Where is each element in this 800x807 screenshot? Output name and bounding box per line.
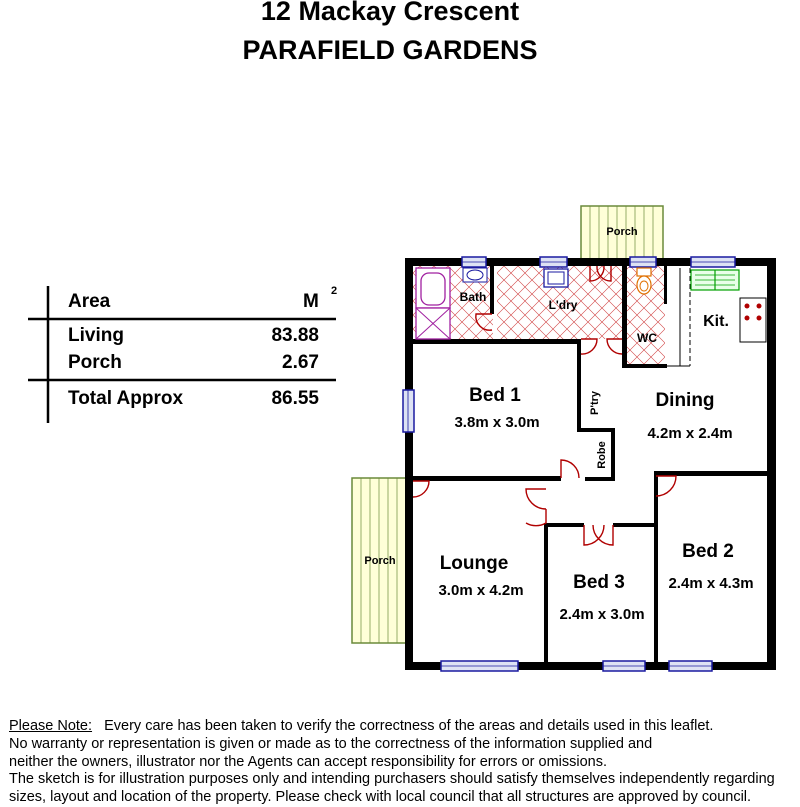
basin-icon: [463, 268, 487, 282]
note-line-3: neither the owners, illustrator nor the Agents can accept responsibility for errors or omissions.: [9, 753, 607, 770]
area-row-value: 2.67: [282, 352, 319, 373]
door-lounge: [413, 481, 429, 497]
toilet-icon: [637, 268, 651, 294]
kitchen-bench: [667, 268, 690, 366]
room-label-bed3: Bed 3: [573, 572, 625, 593]
door-bed3: [584, 525, 604, 545]
note-line-1: [9, 718, 800, 736]
door-bed1: [561, 460, 579, 478]
room-label-bath: Bath: [459, 290, 487, 304]
room-label-dining: Dining: [655, 390, 715, 411]
address-title: 12 Mackay Crescent: [260, 0, 520, 26]
area-row-label: Porch: [68, 352, 122, 373]
room-size-bed1: 3.8m x 3.0m: [454, 414, 540, 431]
door-bed3-side: [526, 509, 546, 526]
room-label-bed1: Bed 1: [469, 385, 521, 406]
note-lead: Please Note:: [9, 718, 93, 734]
suburb-title: PARAFIELD GARDENS: [242, 35, 538, 65]
wet-area-hatching: [413, 266, 665, 364]
area-row-label: Living: [68, 325, 124, 346]
cooktop-icon: [740, 298, 766, 342]
kitchen-sink-icon: [691, 270, 739, 290]
area-header-label: Area: [68, 291, 111, 312]
area-row-value: 83.88: [271, 325, 319, 346]
room-label-laundry: L'dry: [548, 298, 578, 312]
room-label-porch-top: Porch: [606, 226, 638, 238]
door-bed3-b: [593, 525, 613, 545]
area-header-unit-sup: 2: [331, 285, 338, 297]
note-line-4: The sketch is for illustration purposes only and intending purchasers should satisfy themselves independently regarding: [9, 771, 775, 788]
room-size-lounge: 3.0m x 4.2m: [438, 582, 524, 599]
area-total-value: 86.55: [271, 388, 319, 409]
room-label-lounge: Lounge: [439, 553, 509, 574]
room-size-bed2: 2.4m x 4.3m: [668, 575, 754, 592]
room-size-dining: 4.2m x 2.4m: [647, 425, 733, 442]
note-line-5: sizes, layout and location of the property. Please check with local council that all structures are approved by council.: [9, 789, 752, 806]
room-label-wc: WC: [637, 331, 657, 345]
room-label-bed2: Bed 2: [682, 541, 734, 562]
note-line-2: No warranty or representation is given or made as to the correctness of the information supplied and: [9, 735, 653, 752]
room-label-pantry: P'try: [589, 390, 601, 416]
door-bed2: [656, 476, 676, 496]
door-hall: [526, 489, 546, 509]
door-wc: [607, 339, 622, 354]
room-label-porch-side: Porch: [364, 555, 396, 567]
disclaimer-note: [9, 718, 800, 807]
room-label-robe: Robe: [596, 441, 608, 469]
bathtub-icon: [416, 268, 450, 308]
laundry-tub-icon: [544, 269, 568, 287]
area-total-label: Total Approx: [68, 388, 184, 409]
room-size-bed3: 2.4m x 3.0m: [559, 606, 645, 623]
door-laundry: [581, 339, 597, 354]
room-label-kitchen: Kit.: [703, 313, 729, 330]
note-line1-text: Every care has been taken to verify the correctness of the areas and details used in this leaflet.: [92, 718, 714, 734]
shower-icon: [416, 308, 450, 339]
area-header-unit: M: [303, 291, 319, 312]
